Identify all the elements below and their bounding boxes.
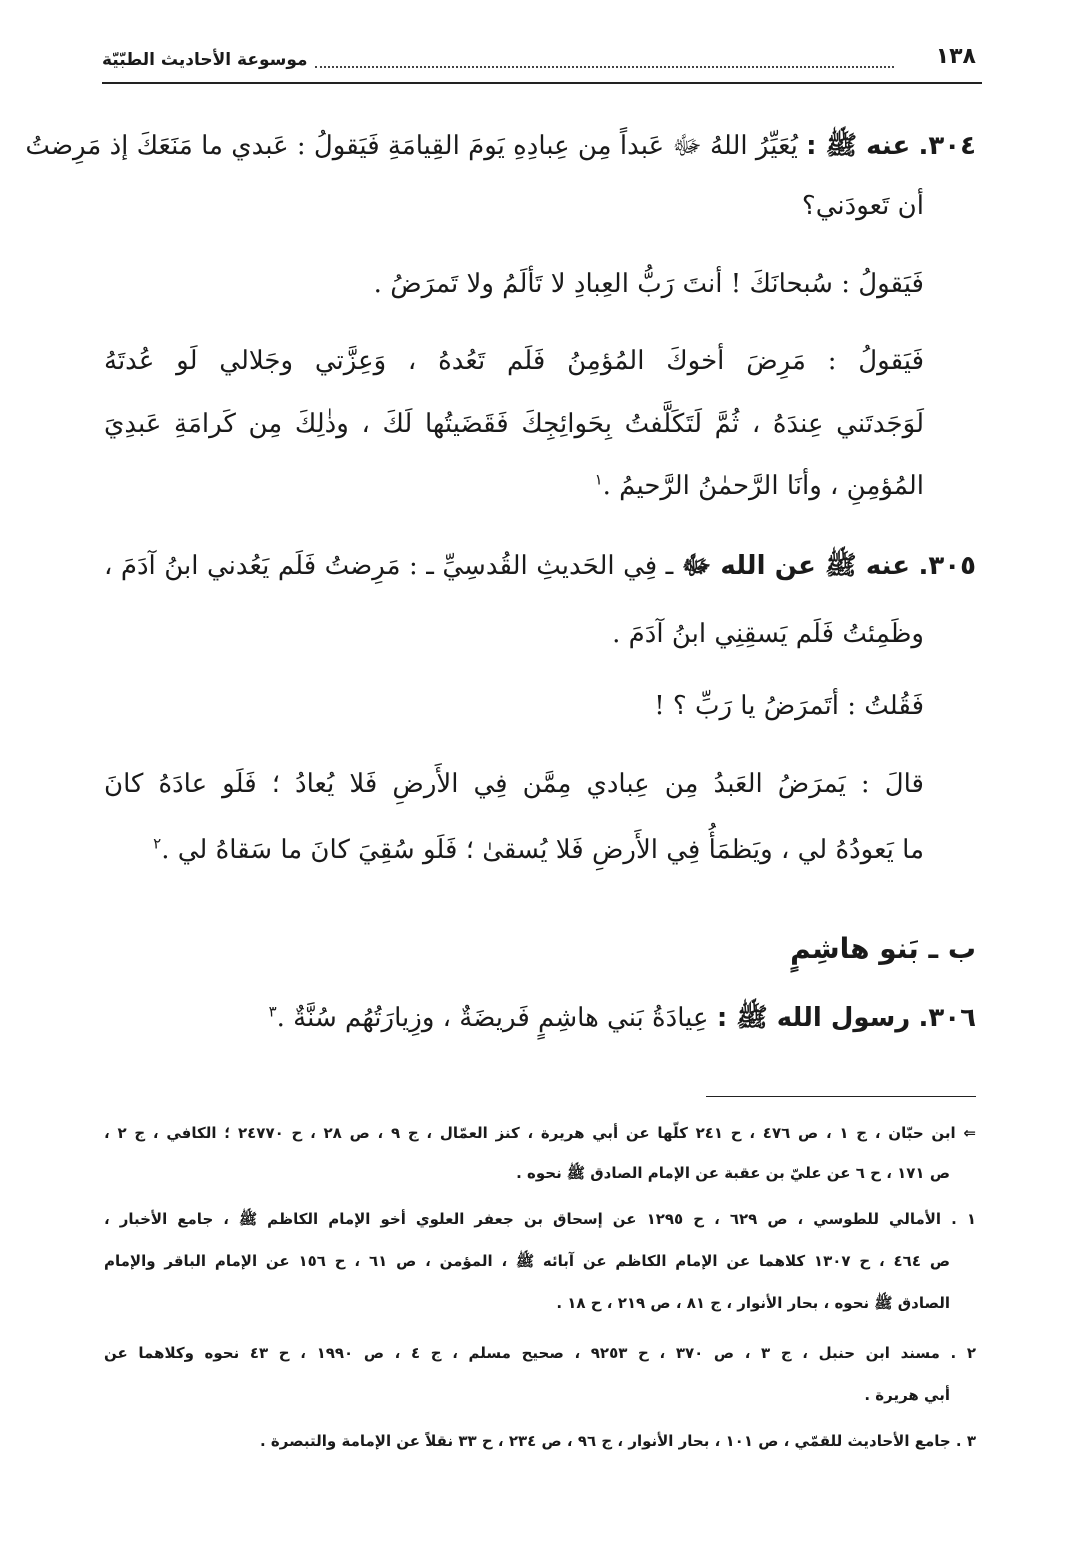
footnote-1-line-1: ١ . الأمالي للطوسي ، ص ٦٢٩ ، ح ١٢٩٥ عن إسحاق بن جعفر العلوي أخو الإمام الكاظم ﷺ ، جامع الأخبار ، (104, 1210, 976, 1228)
hadith-304-line-4: فَيَقولُ : مَرِضَ أخوكَ المُؤمِنُ فَلَم تَعُدهُ ، وَعِزَّتي وجَلالي لَو عُدتَهُ (104, 346, 924, 376)
footnote-2-line-1: ٢ . مسند ابن حنبل ، ج ٣ ، ص ٣٧٠ ، ح ٩٢٥٣ ، صحيح مسلم ، ج ٤ ، ص ١٩٩٠ ، ح ٤٣ نحوه وكلاهما عن (104, 1344, 977, 1362)
hadith-304-line-3: فَيَقولُ : سُبحانَكَ ! أنتَ رَبُّ العِبادِ لا تَألَمُ ولا تَمرَضُ . (373, 269, 924, 299)
hadith-304-text-1: يُعَيِّرُ اللهُ ﷻ عَبداً مِن عِبادِهِ يَومَ القِيامَةِ فَيَقولُ : عَبدي ما مَنَعَكَ إذ مَرِضتُ (25, 131, 798, 161)
page-number: ١٣٨ (935, 44, 976, 69)
footnote-2-line-2: أبي هريرة . (864, 1386, 950, 1404)
footnote-1-line-3: الصادق ﷺ نحوه ، بحار الأنوار ، ج ٨١ ، ص ٢١٩ ، ح ١٨ . (556, 1294, 950, 1312)
hadith-306-text: عِيادَةُ بَني هاشِمٍ فَريضَةٌ ، وزِيارَتُهُم سُنَّةٌ . (276, 1003, 709, 1033)
hadith-306-attribution: رسول الله ﷺ : (716, 1003, 911, 1033)
hadith-304-line-6 (595, 470, 924, 504)
hadith-305-attribution: عنه ﷺ عن الله ﷻ (681, 551, 911, 581)
hadith-304-line-1 (25, 130, 976, 164)
hadith-304-number: ٣٠٤. (918, 131, 976, 161)
header-dotted-leader (315, 66, 894, 68)
footnote-1-line-2: ص ٤٦٤ ، ح ١٣٠٧ كلاهما عن الإمام الكاظم عن آبائه ﷺ ، المؤمن ، ص ٦١ ، ح ١٥٦ عن الإمام الباقر والإمام (104, 1252, 951, 1270)
section-heading: ب ـ بَنو هاشِمٍ (790, 932, 976, 965)
hadith-305-text-5: ما يَعودُهُ لي ، ويَظمَأُ فِي الأَرضِ فَلا يُسقىٰ ؛ فَلَو سُقِيَ كانَ ما سَقاهُ لي . (161, 835, 924, 865)
hadith-305-line-5 (153, 834, 924, 868)
hadith-305-line-1 (104, 550, 976, 584)
hadith-306-line (269, 1002, 976, 1036)
header-rule (102, 82, 982, 84)
hadith-305-line-3: فَقُلتُ : أتَمرَضُ يا رَبِّ ؟ ! (654, 691, 924, 721)
book-title: موسوعة الأحاديث الطبّيّة (102, 50, 308, 70)
footnote-carry-line-2: ص ١٧١ ، ح ٦ عن عليّ بن عقبة عن الإمام الصادق ﷺ نحوه . (516, 1164, 950, 1182)
footnote-separator (706, 1096, 976, 1097)
hadith-305-line-4: قالَ : يَمرَضُ العَبدُ مِن عِبادي مِمَّن فِي الأَرضِ فَلا يُعادُ ؛ فَلَو عادَهُ كانَ (104, 769, 924, 799)
hadith-305-number: ٣٠٥. (918, 551, 977, 581)
hadith-304-line-5: لَوَجَدتَني عِندَهُ ، ثُمَّ لَتَكَلَّفتُ بِحَوائِجِكَ فَقَضَيتُها لَكَ ، وذٰلِكَ مِن كَرامَةِ عَبدِيَ (104, 409, 924, 439)
footnote-3-line-1: ٣ . جامع الأحاديث للقمّي ، ص ١٠١ ، بحار الأنوار ، ج ٩٦ ، ص ٢٣٤ ، ح ٣٣ نقلاً عن الإمامة والتبصرة . (260, 1432, 976, 1450)
hadith-305-line-2: وظَمِئتُ فَلَم يَسقِنِي ابنُ آدَمَ . (612, 619, 924, 649)
footnote-carry-line-1: ⇐ ابن حبّان ، ج ١ ، ص ٤٧٦ ، ح ٢٤١ كلّها عن أبي هريرة ، كنز العمّال ، ج ٩ ، ص ٢٨ ، ح ٢٤٧٧٠ ؛ الكافي ، ج ٢ ، (104, 1124, 977, 1142)
hadith-306-number: ٣٠٦. (918, 1003, 976, 1033)
hadith-305-text-1: ـ فِي الحَديثِ القُدسِيِّ ـ : مَرِضتُ فَلَم يَعُدني ابنُ آدَمَ ، (104, 551, 674, 581)
hadith-306-footnote-ref: ٣ (268, 1002, 277, 1021)
hadith-304-attribution: عنه ﷺ : (806, 131, 911, 161)
hadith-304-line-2: أن تَعودَني؟ (801, 191, 924, 221)
hadith-305-footnote-ref: ٢ (153, 834, 162, 853)
hadith-304-text-6: المُؤمِنِ ، وأنَا الرَّحمٰنُ الرَّحيمُ . (602, 471, 924, 501)
hadith-304-footnote-ref: ١ (594, 470, 603, 489)
